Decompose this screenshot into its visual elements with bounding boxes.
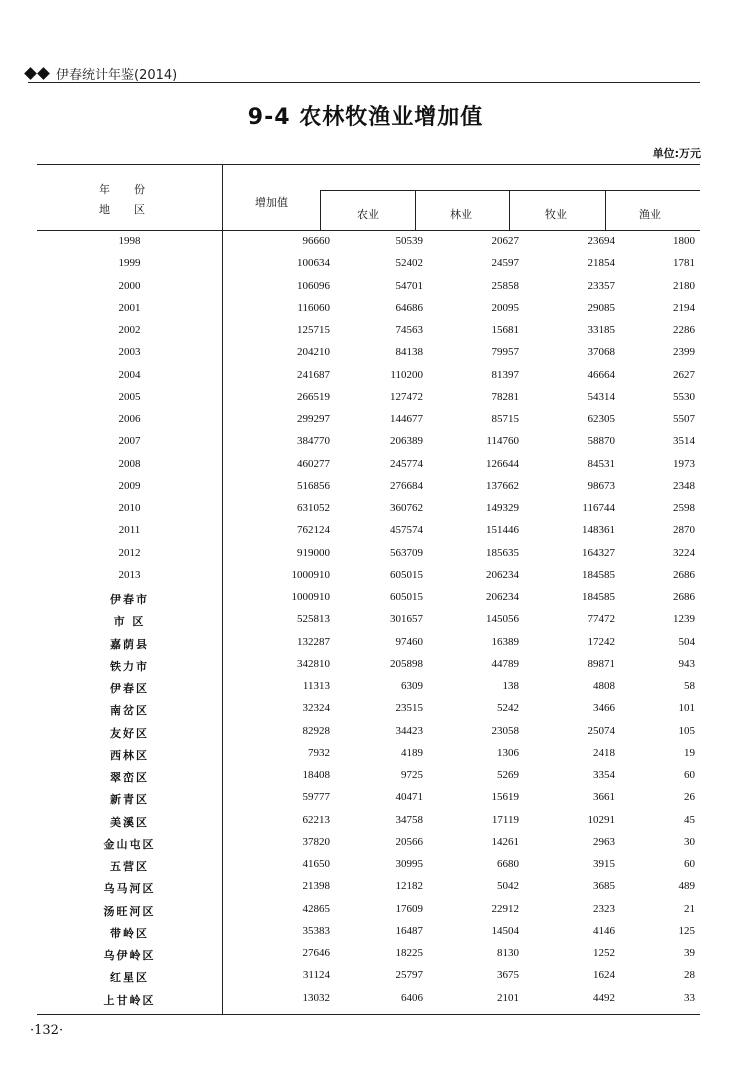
table-cell: 64686 [395, 301, 423, 314]
table-cell: 144677 [390, 413, 423, 425]
table-cell: 489 [678, 880, 695, 893]
table-cell: 943 [678, 657, 695, 670]
table-cell: 54314 [587, 390, 615, 403]
table-cell: 2180 [673, 279, 695, 292]
table-row [37, 833, 700, 855]
table-row [37, 410, 700, 432]
table-cell: 23357 [587, 279, 615, 292]
table-row [37, 655, 700, 677]
table-row [37, 989, 700, 1011]
table-cell: 110200 [390, 368, 423, 381]
table-row [37, 321, 700, 343]
table-cell: 23515 [395, 702, 423, 715]
column-divider [605, 190, 606, 230]
table-cell: 30995 [395, 858, 423, 870]
table-cell: 60 [684, 858, 695, 870]
table-row [37, 566, 700, 588]
table-cell: 3661 [593, 791, 615, 804]
table-cell: 78281 [491, 390, 519, 403]
table-cell: 98673 [587, 479, 615, 492]
table-cell: 16389 [491, 635, 519, 648]
book-title: 伊春统计年鉴(2014) [56, 68, 178, 83]
table-cell: 17609 [395, 902, 423, 915]
table-cell: 460277 [297, 457, 330, 470]
table-cell: 342810 [297, 657, 330, 670]
table-cell: 28 [684, 969, 695, 982]
row-label: 2005 [118, 390, 141, 403]
table-cell: 22912 [491, 902, 519, 915]
row-label: 市 区 [113, 615, 146, 629]
table-cell: 2348 [673, 479, 695, 492]
table-cell: 105 [678, 724, 695, 737]
table-cell: 6406 [401, 991, 423, 1004]
row-label: 嘉荫县 [110, 637, 149, 651]
table-cell: 605015 [390, 568, 423, 581]
table-cell: 1252 [593, 947, 615, 959]
table-cell: 37820 [302, 835, 330, 848]
table-row [37, 388, 700, 410]
row-label: 2001 [118, 301, 141, 314]
table-row [37, 811, 700, 833]
table-cell: 164327 [582, 546, 615, 559]
row-label: 美溪区 [110, 815, 149, 829]
table-cell: 9725 [401, 769, 423, 781]
table-cell: 62213 [302, 813, 330, 826]
table-row [37, 432, 700, 454]
table-cell: 59777 [302, 791, 330, 804]
table-cell: 206234 [486, 591, 519, 603]
table-cell: 1239 [673, 613, 695, 626]
table-cell: 114760 [486, 435, 519, 448]
table-cell: 631052 [297, 502, 330, 514]
table-cell: 3354 [593, 769, 615, 781]
table-cell: 762124 [297, 524, 330, 537]
table-cell: 84138 [395, 346, 423, 359]
table-cell: 24597 [491, 257, 519, 270]
table-cell: 17119 [491, 813, 519, 826]
stub-header-year: 年 份 [99, 183, 147, 196]
table-cell: 504 [678, 635, 695, 648]
table-cell: 206234 [486, 568, 519, 581]
table-cell: 101 [678, 702, 695, 715]
table-cell: 276684 [390, 479, 423, 492]
running-header [26, 64, 177, 83]
diamond-icon [37, 67, 50, 80]
row-label: 乌马河区 [103, 882, 156, 896]
row-label: 西林区 [110, 748, 149, 762]
table-cell: 127472 [390, 390, 423, 403]
diamond-icon [24, 67, 37, 80]
table-cell: 2870 [673, 524, 695, 537]
table-cell: 563709 [390, 546, 423, 559]
table-cell: 23058 [491, 724, 519, 737]
table-cell: 62305 [587, 413, 615, 425]
table-cell: 3224 [673, 546, 695, 559]
table-cell: 84531 [587, 457, 615, 470]
table-row [37, 544, 700, 566]
table-cell: 21398 [302, 880, 330, 893]
table-cell: 5042 [497, 880, 519, 893]
table-cell: 7932 [308, 746, 330, 759]
table-cell: 125715 [297, 324, 330, 336]
table-cell: 45 [684, 813, 695, 826]
table-cell: 16487 [395, 924, 423, 937]
row-label: 乌伊岭区 [103, 949, 156, 962]
row-label: 伊春区 [110, 682, 149, 695]
table-cell: 31124 [302, 969, 330, 982]
row-label: 2011 [118, 524, 141, 537]
table-cell: 266519 [297, 390, 330, 403]
table-cell: 81397 [491, 368, 519, 381]
table-cell: 25858 [491, 279, 519, 292]
row-label: 金山屯区 [103, 837, 156, 851]
col-header-husbandry: 牧业 [545, 208, 567, 221]
table-row [37, 232, 700, 254]
table-cell: 20095 [491, 301, 519, 314]
row-label: 上甘岭区 [103, 993, 156, 1007]
table-cell: 4492 [593, 991, 615, 1004]
table-row [37, 855, 700, 877]
table-cell: 137662 [486, 479, 519, 492]
table-cell: 205898 [390, 657, 423, 670]
table-cell: 151446 [486, 524, 519, 537]
table-row [37, 254, 700, 276]
table-cell: 25074 [587, 724, 615, 737]
table-cell: 1624 [593, 969, 615, 982]
table-cell: 457574 [390, 524, 423, 537]
row-label: 伊春市 [110, 593, 149, 606]
row-label: 2002 [118, 324, 141, 336]
table-row [37, 944, 700, 966]
table-cell: 54701 [395, 279, 423, 292]
row-label: 2012 [118, 546, 141, 559]
table-cell: 14261 [491, 835, 519, 848]
row-label: 铁力市 [110, 659, 149, 673]
row-label: 2007 [118, 435, 141, 448]
table-cell: 5530 [673, 390, 695, 403]
col-header-forestry: 林业 [450, 208, 472, 221]
table-cell: 1000910 [291, 591, 330, 603]
table-cell: 116744 [582, 502, 615, 514]
table-cell: 3915 [593, 858, 615, 870]
table-cell: 41650 [302, 858, 330, 870]
table-cell: 44789 [491, 657, 519, 670]
row-label: 红星区 [110, 971, 149, 985]
table-cell: 37068 [587, 346, 615, 359]
table-cell: 4189 [401, 746, 423, 759]
table-cell: 299297 [297, 413, 330, 425]
table-cell: 1781 [673, 257, 695, 270]
table-cell: 74563 [395, 324, 423, 336]
table-row [37, 699, 700, 721]
table-cell: 184585 [582, 591, 615, 603]
table-cell: 2399 [673, 346, 695, 359]
table-row [37, 677, 700, 699]
table-cell: 58 [684, 680, 695, 692]
table-cell: 116060 [297, 301, 330, 314]
table-cell: 33185 [587, 324, 615, 336]
table-cell: 3514 [673, 435, 695, 448]
table-row [37, 455, 700, 477]
row-label: 五营区 [110, 860, 149, 873]
row-label: 2004 [118, 368, 141, 381]
row-label: 2006 [118, 413, 141, 425]
table-cell: 2286 [673, 324, 695, 336]
row-label: 带岭区 [110, 926, 149, 940]
table-row [37, 744, 700, 766]
table-cell: 245774 [390, 457, 423, 470]
header-rule [28, 82, 700, 83]
table-cell: 148361 [582, 524, 615, 537]
table-cell: 138 [502, 680, 519, 692]
table-cell: 13032 [302, 991, 330, 1004]
table-cell: 19 [684, 746, 695, 759]
table-cell: 23694 [587, 235, 615, 247]
table-cell: 18225 [395, 947, 423, 959]
table-cell: 58870 [587, 435, 615, 448]
table-cell: 6309 [401, 680, 423, 692]
table-cell: 2323 [593, 902, 615, 915]
row-label: 2003 [118, 346, 141, 359]
table-cell: 32324 [302, 702, 330, 715]
table-cell: 34423 [395, 724, 423, 737]
table-row [37, 277, 700, 299]
table-cell: 516856 [297, 479, 330, 492]
row-label: 1998 [118, 235, 141, 247]
table-cell: 18408 [302, 769, 330, 781]
table-row [37, 966, 700, 988]
table-cell: 50539 [395, 235, 423, 247]
row-label: 新青区 [110, 793, 149, 807]
table-cell: 4146 [593, 924, 615, 937]
stub-header-region: 地 区 [99, 203, 147, 216]
table-cell: 20627 [491, 235, 519, 247]
table-cell: 20566 [395, 835, 423, 848]
table-row [37, 521, 700, 543]
table-cell: 89871 [587, 657, 615, 670]
table-row [37, 877, 700, 899]
table-cell: 1800 [673, 235, 695, 247]
table-cell: 2627 [673, 368, 695, 381]
col-header-total: 增加值 [255, 196, 288, 209]
table-row [37, 499, 700, 521]
table-cell: 204210 [297, 346, 330, 359]
table-cell: 21 [684, 902, 695, 915]
subheader-rule [320, 190, 700, 191]
table-cell: 42865 [302, 902, 330, 915]
table-cell: 3675 [497, 969, 519, 982]
table-cell: 100634 [297, 257, 330, 270]
table-cell: 3685 [593, 880, 615, 893]
table-cell: 40471 [395, 791, 423, 804]
table-cell: 185635 [486, 546, 519, 559]
table-cell: 1973 [673, 457, 695, 470]
table-cell: 6680 [497, 858, 519, 870]
table-cell: 15681 [491, 324, 519, 336]
table-cell: 96660 [302, 235, 330, 247]
column-divider [509, 190, 510, 230]
page-title: 9-4 农林牧渔业增加值 [247, 105, 484, 130]
table-cell: 26 [684, 791, 695, 804]
table-cell: 184585 [582, 568, 615, 581]
table-cell: 5507 [673, 413, 695, 425]
table-cell: 82928 [302, 724, 330, 737]
table-cell: 2686 [673, 591, 695, 603]
table-cell: 2598 [673, 502, 695, 514]
table-cell: 1306 [497, 746, 519, 759]
table-cell: 30 [684, 835, 695, 848]
table-cell: 8130 [497, 947, 519, 959]
table-row [37, 299, 700, 321]
page-number: ·132· [30, 1023, 64, 1038]
table-row [37, 922, 700, 944]
row-label: 汤旺河区 [103, 904, 156, 918]
table-cell: 206389 [390, 435, 423, 448]
table-cell: 5242 [497, 702, 519, 715]
table-cell: 25797 [395, 969, 423, 982]
table-cell: 301657 [390, 613, 423, 626]
table-cell: 126644 [486, 457, 519, 470]
table-cell: 39 [684, 947, 695, 959]
table-cell: 2418 [593, 746, 615, 759]
table-cell: 60 [684, 769, 695, 781]
table-cell: 77472 [587, 613, 615, 626]
table-cell: 10291 [587, 813, 615, 826]
row-label: 2009 [118, 479, 141, 492]
table-cell: 4808 [593, 680, 615, 692]
row-label: 2010 [118, 502, 141, 514]
table-cell: 15619 [491, 791, 519, 804]
table-cell: 46664 [587, 368, 615, 381]
table-top-rule [37, 164, 700, 165]
table-cell: 2686 [673, 568, 695, 581]
table-row [37, 366, 700, 388]
table-cell: 14504 [491, 924, 519, 937]
table-cell: 2101 [497, 991, 519, 1004]
table-cell: 149329 [486, 502, 519, 514]
table-header-rule [37, 230, 700, 231]
table-cell: 21854 [587, 257, 615, 270]
table-row [37, 722, 700, 744]
table-cell: 5269 [497, 769, 519, 781]
table-cell: 17242 [587, 635, 615, 648]
unit-label: 单位:万元 [652, 147, 701, 160]
col-header-fishery: 渔业 [639, 208, 661, 221]
table-cell: 79957 [491, 346, 519, 359]
table-cell: 34758 [395, 813, 423, 826]
table-cell: 145056 [486, 613, 519, 626]
table-cell: 12182 [395, 880, 423, 893]
column-divider [415, 190, 416, 230]
table-cell: 2194 [673, 301, 695, 314]
table-cell: 360762 [390, 502, 423, 514]
table-row [37, 900, 700, 922]
column-divider [320, 190, 321, 230]
table-row [37, 610, 700, 632]
row-label: 翠峦区 [110, 771, 149, 784]
table-cell: 2963 [593, 835, 615, 848]
table-cell: 33 [684, 991, 695, 1004]
table-cell: 85715 [491, 413, 519, 425]
table-row [37, 788, 700, 810]
table-row [37, 477, 700, 499]
row-label: 南岔区 [110, 704, 149, 718]
row-label: 2000 [118, 279, 141, 292]
table-row [37, 766, 700, 788]
table-row [37, 343, 700, 365]
row-label: 2013 [118, 568, 141, 581]
table-cell: 241687 [297, 368, 330, 381]
table-cell: 35383 [302, 924, 330, 937]
table-row [37, 588, 700, 610]
table-cell: 29085 [587, 301, 615, 314]
table-cell: 132287 [297, 635, 330, 648]
table-cell: 384770 [297, 435, 330, 448]
table-row [37, 633, 700, 655]
table-cell: 1000910 [291, 568, 330, 581]
col-header-agriculture: 农业 [357, 208, 379, 221]
table-bottom-rule [37, 1014, 700, 1015]
row-label: 1999 [118, 257, 141, 270]
row-label: 2008 [118, 457, 141, 470]
row-label: 友好区 [110, 726, 149, 740]
table-cell: 525813 [297, 613, 330, 626]
table-cell: 52402 [395, 257, 423, 270]
table-cell: 27646 [302, 947, 330, 959]
table-cell: 605015 [390, 591, 423, 603]
table-cell: 97460 [395, 635, 423, 648]
table-cell: 3466 [593, 702, 615, 715]
table-body [37, 232, 700, 1011]
table-cell: 919000 [297, 546, 330, 559]
table-cell: 125 [678, 924, 695, 937]
table-cell: 106096 [297, 279, 330, 292]
table-cell: 11313 [302, 680, 330, 692]
